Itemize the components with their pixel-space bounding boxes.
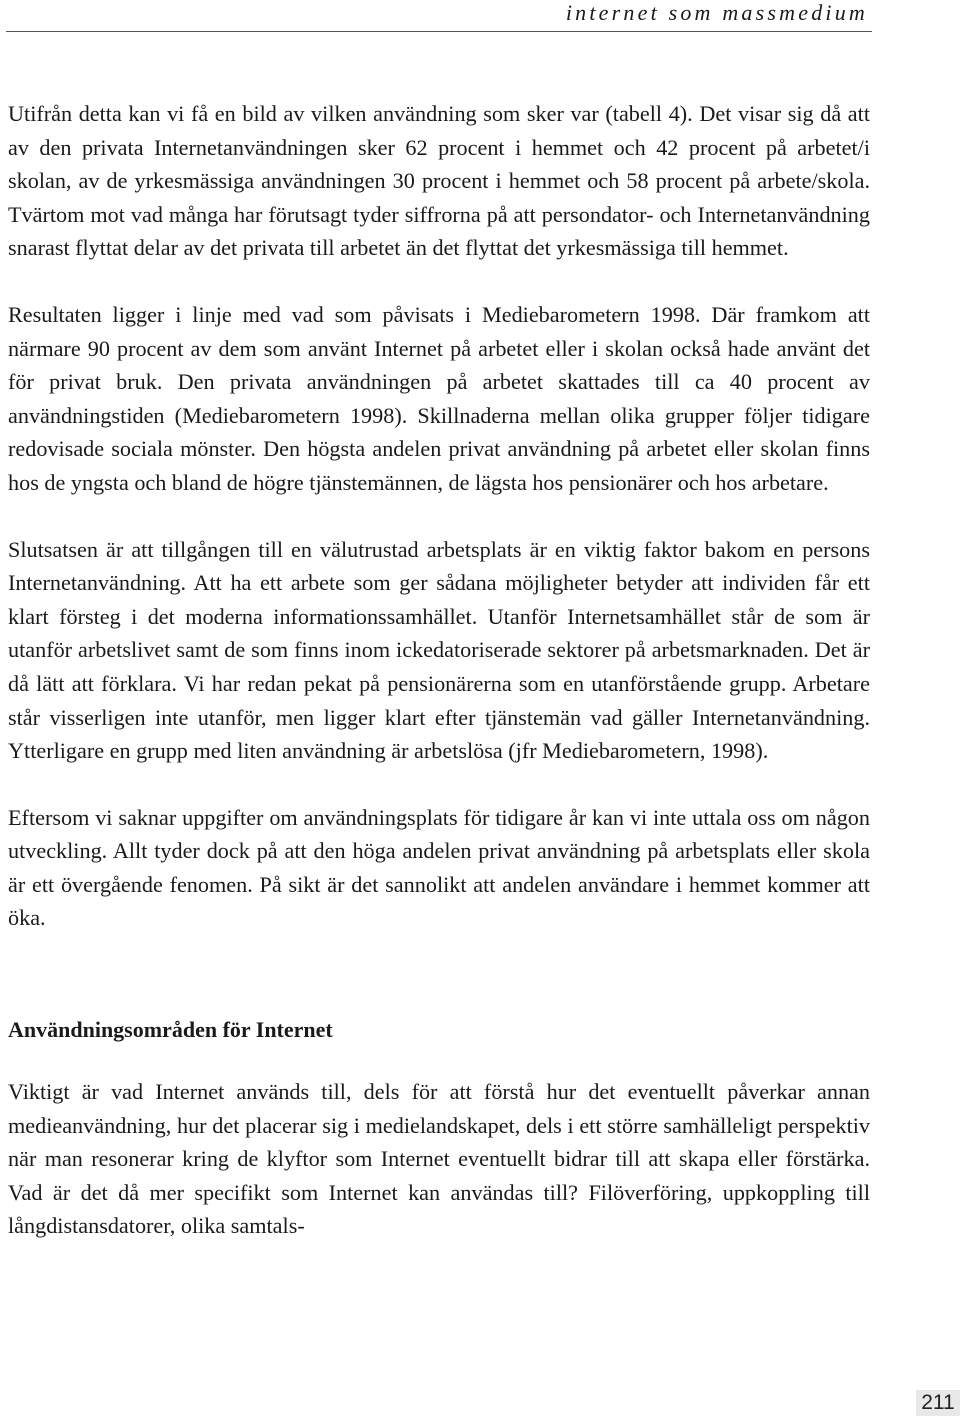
running-header xyxy=(0,0,960,32)
page-number: 211 xyxy=(916,1390,960,1416)
paragraph-mediebarometern-results: Resultaten ligger i linje med vad som påvisats i Mediebarometern 1998. Där framkom att närmare 90 procent av dem som använt Internet på arbetet eller i skolan också hade använt det för privat bruk. Den privata användningen på arbetet skattades till ca 40 procent av användningstiden (Mediebarometern 1998). Skillnaderna mellan olika grupper följer tidigare redovisade sociala mönster. Den högsta andelen privat användning på arbetet eller skolan finns hos de yngsta och bland de högre tjänstemännen, de lägsta hos pensionärer och hos arbetare. xyxy=(8,301,870,495)
header-divider xyxy=(6,31,872,32)
paragraph-development: Eftersom vi saknar uppgifter om användningsplats för tidigare år kan vi inte uttala oss om någon utveckling. Allt tyder dock på att den höga andelen privat användning på arbetsplats eller skola är ett övergående fenomen. På sikt är det sannolikt att andelen användare i hemmet kommer att öka. xyxy=(8,804,870,931)
paragraph-conclusion: Slutsatsen är att tillgången till en välutrustad arbetsplats är en viktig faktor bakom en persons Internetanvändning. Att ha ett arbete som ger sådana möjligheter betyder att individen får ett klart försteg i det moderna informationssamhället. Utanför Internetsamhället står de som är utanför arbetslivet samt de som finns inom ickedatoriserade sektorer på arbetsmarknaden. Det är då lätt att förklara. Vi har redan pekat på pensionärerna som en utanförstående grupp. Arbetare står visserligen inte utanför, men ligger klart efter tjänstemän vad gäller Internetanvändning. Ytterligare en grupp med liten användning är arbetslösa (jfr Mediebarometern, 1998). xyxy=(8,536,870,764)
body-text xyxy=(8,97,870,1243)
section-heading: Användningsområden för Internet xyxy=(8,1017,333,1043)
paragraph-usage-areas: Viktigt är vad Internet används till, dels för att förstå hur det eventuellt påverkar annan medieanvändning, hur det placerar sig i medielandskapet, dels i ett större samhälleligt perspektiv när man resonerar kring de klyftor som Internet eventuellt bidrar till att skapa eller förstärka. Vad är det då mer specifikt som Internet kan användas till? Filöverföring, uppkoppling till långdistansdatorer, olika samtals- xyxy=(8,1079,870,1239)
paragraph-usage-location: Utifrån detta kan vi få en bild av vilken användning som sker var (tabell 4). Det visar sig då att av den privata Internetanvändningen sker 62 procent i hemmet och 42 procent på arbetet/i skolan, av de yrkesmässiga användningen 30 procent i hemmet och 58 procent på arbete/skola. Tvärtom mot vad många har förutsagt tyder siffrorna på att persondator- och Internetanvändning snarast flyttat delar av det privata till arbetet än det flyttat det yrkesmässiga till hemmet. xyxy=(8,101,870,261)
running-header-title: internet som massmedium xyxy=(565,0,868,25)
